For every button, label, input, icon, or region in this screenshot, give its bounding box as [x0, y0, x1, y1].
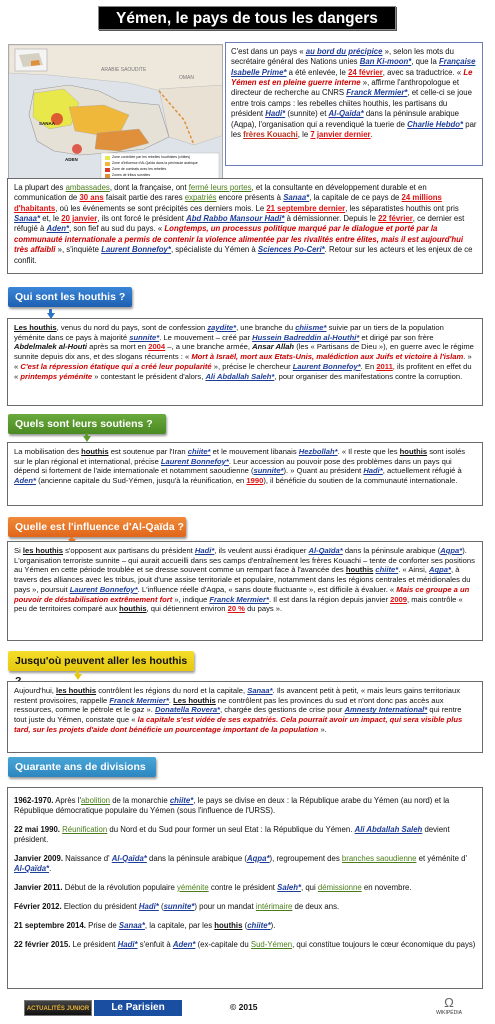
timeline-box [7, 787, 483, 989]
link[interactable]: chiite* [375, 565, 399, 575]
map-label-aden: ADEN [65, 157, 78, 162]
link[interactable]: branches saoudienne [341, 853, 417, 863]
link[interactable]: Saleh* [277, 882, 301, 892]
date: 20 janvier [61, 214, 98, 224]
date: 2011 [376, 361, 393, 371]
page-title: Yémen, le pays de tous les dangers [98, 6, 396, 30]
link[interactable]: Hadi* [194, 546, 215, 555]
link[interactable]: fermé leurs portes [188, 183, 252, 192]
link[interactable]: Aden* [14, 476, 36, 486]
legend-item: Zones de tribus sunnites [112, 173, 151, 177]
timeline-item: 1962-1970. Après l'abolition de la monarchie chiite*, le pays se divise en deux : la République arabe du Yémen (au nord) et la République démocratique populaire du Yémen (sous l'influence de l'URSS). [14, 796, 450, 815]
timeline-item: Février 2012. Election du président Hadi* (sunnite*) pour un mandat intérimaire de deux ans. [14, 901, 340, 911]
section-header-al-qaida: Quelle est l'influence d'Al-Qaïda ? [8, 517, 186, 537]
link[interactable]: Sanaa* [14, 214, 41, 224]
link[interactable]: Aden* [172, 939, 196, 949]
link[interactable]: chiite* [187, 447, 211, 456]
context-paragraph: La plupart des ambassades, dont la française, ont fermé leurs portes, et la consultante en développement durable et en communication de 30 ans faisait partie des rares expatriés encore présents à Sanaa*, la capitale de ce pays de 24 millions d'habitants, où les événements se sont précipités ces derniers mois. Le 21 septembre dernier, les séparatistes houthis ont pris Sanaa* et, le 20 janvier, ils ont forcé le président Abd Rabbo Mansour Hadi* à démissionner. Depuis le 22 février, ce dernier est réfugié à Aden*, son fief au sud du pays. « Longtemps, un processus politique marqué par le dialogue et porté par la communauté internationale a permis de contenir la violence alimentée par les rivalités entre élites, mais il est aujourd'hui très affaibli », s'inquiète Laurent Bonnefoy*, spécialiste du Yémen à Sciences Po-Ceri*. Retour sur les acteurs et les enjeux de ce conflit. [7, 178, 483, 274]
date: 22 février [378, 214, 413, 224]
wikipedia-logo[interactable] [424, 996, 474, 1020]
link[interactable]: sunnite* [163, 901, 195, 911]
link[interactable]: intérimaire [255, 901, 293, 911]
le-parisien-logo[interactable]: Le Parisien [94, 1000, 182, 1016]
link[interactable]: Sanaa* [283, 193, 310, 203]
link[interactable]: zaydite* [207, 323, 237, 332]
link[interactable]: Donatella Rovera* [155, 705, 220, 715]
link[interactable]: Franck Mermier* [109, 695, 169, 705]
quote: C'est la répression étatique qui a créé leur popularité [20, 361, 212, 371]
timeline-item: Janvier 2009. Naissance d' Al-Qaïda* dans la péninsule arabique (Aqpa*), regroupement des branches saoudienne et yéménite d' Al-Qaïda*. [14, 853, 467, 873]
link[interactable]: Sciences Po-Ceri* [257, 245, 325, 255]
link[interactable]: Ban Ki-moon* [359, 57, 412, 67]
date: 7 janvier dernier [310, 129, 371, 139]
arrow-down-icon [74, 674, 82, 680]
link[interactable]: Hadi* [138, 901, 159, 911]
link[interactable]: Hadi* [117, 939, 138, 949]
link[interactable]: Hussein Badreddin al-Houthi* [252, 332, 360, 342]
link[interactable]: yéménite [177, 882, 209, 892]
intro-box: C'est dans un pays « au bord du précipice », selon les mots du secrétaire général des Nations unies Ban Ki-moon*, que la Française Isabelle Prime* a été enlevée, le 24 février, avec sa traductrice. « Le Yémen est en pleine guerre interne », affirme l'anthropologue et directeur de recherche au CNRS Franck Mermier*, et celle-ci se joue entre trois camps : les rebelles chiites houthis, les partisans du président Hadi* (sunnite) et Al-Qaïda* dans la péninsule arabique (Aqpa), l'organisation qui a revendiqué la tuerie de Charlie Hebdo* par les frères Kouachi, le 7 janvier dernier. [225, 42, 483, 166]
link[interactable]: Al-Qaïda* [328, 109, 364, 119]
date: 2004 [148, 342, 166, 352]
timeline-item: 21 septembre 2014. Prise de Sanaa*, la capitale, par les houthis (chiite*). [14, 920, 276, 930]
date: 2009 [390, 594, 408, 604]
section-body-houthis: Les houthis, venus du nord du pays, sont de confession zaydite*, une branche du chiisme* suivie par un tiers de la population yéménite dans ce pays à majorité sunnite*. Le mouvement – créé par Hussein Badreddin al-Houthi* et dirigé par son frère Abdelmalek al-Houti après sa mort en 2004 –, a une branche armée, Ansar Allah (les « Partisans de Dieu »), en guerre avec le régime sunnite depuis dix ans, et des slogans récurrents : « Mort à Israël, mort aux Etats-Unis, malédiction aux Juifs et victoire à l'islam. » « C'est la répression étatique qui a créé leur popularité », précise le chercheur Laurent Bonnefoy*. En 2011, ils profitent en effet du « printemps yéménite » contestant le président d'alors, Ali Abdallah Saleh*, pour organiser des manifestations contre la corruption. [7, 318, 483, 406]
number: 30 ans [79, 193, 104, 203]
section-header-quarante-ans: Quarante ans de divisions [8, 757, 156, 777]
section-body-soutiens: La mobilisation des houthis est soutenue par l'Iran chiite* et le mouvement libanais Hezbollah*. « Il reste que les houthis sont isolés sur le plan régional et international, précise Laurent Bonnefoy*. Leur accession au pouvoir pose des problèmes dans un pays qui dépend si fortement de l'aide internationale et notamment saoudienne (sunnite*). » Quant au président Hadi*, actuellement réfugié à Aden* (ancienne capitale du Sud-Yémen, jusqu'à la réunification, en 1990), il bénéficie du soutien de la communauté internationale. [7, 442, 483, 506]
quote: printemps yéménite [20, 371, 93, 381]
section-body-jusquou: Aujourd'hui, les houthis contrôlent les régions du nord et la capitale, Sanaa*. Ils avancent petit à petit, « mais leurs gains territoriaux restent provisoires, rappelle Franck Mermier*. Les houthis ne contrôlent pas les provinces du sud et n'ont donc pas accès aux ressources, comme le pétrole et le gaz ». Donatella Rovera*, chargée des gestions de crise pour Amnesty International* qui rentre tout juste du Yémen, constate que « la capitale s'est vidée de ses expatriés. Cela pourrait avoir un impact, qui sera visible plus tard, sur les projets d'aide dont bénéficie un pourcentage important de la population ». [7, 681, 483, 753]
link[interactable]: Laurent Bonnefoy* [160, 456, 229, 466]
link[interactable]: Hadi* [265, 109, 286, 119]
map-label-arabie: ARABIE SAOUDITE [101, 67, 147, 73]
number: 24 millions d'habitants [14, 193, 442, 213]
link[interactable]: Hezbollah* [298, 447, 338, 456]
link[interactable]: Ali Abdallah Saleh* [205, 371, 275, 381]
wikipedia-label: WIKIPÉDIA [436, 1010, 462, 1016]
link[interactable]: chiite* [169, 796, 194, 805]
link[interactable]: abolition [80, 796, 111, 805]
legend-item: Zone d'influence d'Al-Qaïda dans la péninsule arabique [112, 161, 198, 165]
quote: Mort à Israël, mort aux Etats-Unis, malédiction aux Juifs et victoire à l'islam [191, 352, 464, 362]
link[interactable]: Al-Qaïda* [14, 863, 50, 873]
timeline-item: 22 février 2015. Le président Hadi* s'enfuit à Aden* (ex-capitale du Sud-Yémen, qui constitue toujours le cœur économique du pays) [14, 939, 476, 949]
quote: Mais ce groupe a un pouvoir de déstabilisation extrêmement fort [14, 584, 470, 604]
section-header-jusquou: Jusqu'où peuvent aller les houthis [8, 651, 194, 671]
link[interactable]: Sanaa* [247, 686, 273, 695]
link[interactable]: Hadi* [363, 466, 383, 476]
link[interactable]: Al-Qaïda* [308, 546, 343, 555]
link[interactable]: Française Isabelle Prime* [231, 57, 476, 77]
link[interactable]: Amnesty International* [344, 705, 428, 715]
link[interactable]: sunnite* [253, 466, 284, 476]
link[interactable]: Aqpa* [440, 546, 463, 555]
link[interactable]: Al-Qaïda* [111, 853, 147, 863]
link[interactable]: démissionne [317, 882, 362, 892]
link[interactable]: Franck Mermier* [346, 88, 408, 98]
link[interactable]: Réunification [62, 824, 108, 834]
link[interactable]: au bord du précipice [305, 47, 383, 56]
link[interactable]: Laurent Bonnefoy* [101, 245, 171, 255]
quote: Le Yémen est en pleine guerre interne [231, 67, 473, 88]
link[interactable]: expatriés [184, 193, 217, 203]
link[interactable]: Sud-Yémen [250, 939, 293, 949]
timeline-item: Janvier 2011. Début de la révolution populaire yéménite contre le président Saleh*, qui démissionne en novembre. [14, 882, 412, 892]
copyright: © 2015 [230, 1002, 258, 1012]
number: 20 % [227, 604, 245, 614]
link[interactable]: chiisme* [295, 323, 327, 332]
wikipedia-globe-icon: Ω [444, 995, 454, 1010]
actualites-junior-logo[interactable]: ACTUALITÉS JUNIOR [24, 1000, 92, 1016]
link[interactable]: Aden* [46, 224, 70, 234]
yemen-map [8, 44, 223, 184]
quote: la capitale s'est vidée de ses expatriés. Cela pourrait avoir un impact, qui sera visible plus tard, sur les projets d'aide dont bénéficie un pourcentage important de la population [14, 715, 463, 734]
link[interactable]: Charlie Hebdo* [407, 119, 464, 129]
link[interactable]: Abd Rabbo Mansour Hadi* [186, 214, 285, 224]
link[interactable]: frères Kouachi [243, 129, 298, 139]
link[interactable]: Aqpa* [429, 565, 451, 575]
map-label-sanaa: SANAA [39, 121, 56, 126]
date: 21 septembre dernier [266, 203, 346, 213]
date: 24 février [348, 67, 383, 77]
link[interactable]: sunnite* [129, 332, 160, 342]
link[interactable]: Ali Abdallah Saleh [354, 824, 423, 834]
map-label-oman: OMAN [179, 75, 194, 81]
quote: Longtemps, un processus politique marqué par le dialogue et porté par la communauté internationale a permis de contenir la violence alimentée par les rivalités entre élites, mais il est aujourd'hui très affaibli [14, 224, 464, 255]
section-header-soutiens: Quels sont leurs soutiens ? [8, 414, 166, 434]
link[interactable]: Laurent Bonnefoy* [292, 361, 361, 371]
link[interactable]: Laurent Bonnefoy* [69, 584, 138, 594]
link[interactable]: Aqpa* [246, 853, 270, 863]
section-header-houthis: Qui sont les houthis ? [8, 287, 132, 307]
link[interactable]: ambassades [65, 183, 110, 192]
link[interactable]: Sanaa* [118, 920, 145, 930]
legend-item: Zone contrôlée par les rebelles houthistes (chiites) [112, 155, 191, 159]
timeline-item: 22 mai 1990. Réunification du Nord et du Sud pour former un seul Etat : la République du Yémen. Ali Abdallah Saleh devient président. [14, 824, 450, 844]
link[interactable]: Franck Mermier* [209, 594, 269, 604]
date: 1990 [246, 476, 264, 486]
section-body-al-qaida: Si les houthis s'opposent aux partisans du président Hadi*, ils veulent aussi éradiquer Al-Qaïda* dans la péninsule arabique (Aqpa*). L'organisation terroriste sunnite – qui aurait accueilli dans ses camps d'entraînement les frères Kouachi – tente de conforter ses positions au Yémen en cette période troublée et se dresse souvent comme un rempart face à l'avancée des houthis chiite*. « Ainsi, Aqpa*, à travers des alliances avec les tribus, jouit d'une assise territoriale et populaire, notamment dans les régions centrales et méridionales du pays », poursuit Laurent Bonnefoy*. L'influence réelle d'Aqpa, « sans doute fluctuante », est difficile à évaluer. « Mais ce groupe a un pouvoir de déstabilisation extrêmement fort », indique Franck Mermier*. Il est dans la région depuis janvier 2009, mais contrôle « peu de territoires comparé aux houthis, qui détiennent environ 20 % du pays ». [7, 541, 483, 641]
legend-item: Zone de combats avec les rebelles [112, 167, 167, 171]
link[interactable]: chiite* [247, 920, 271, 930]
